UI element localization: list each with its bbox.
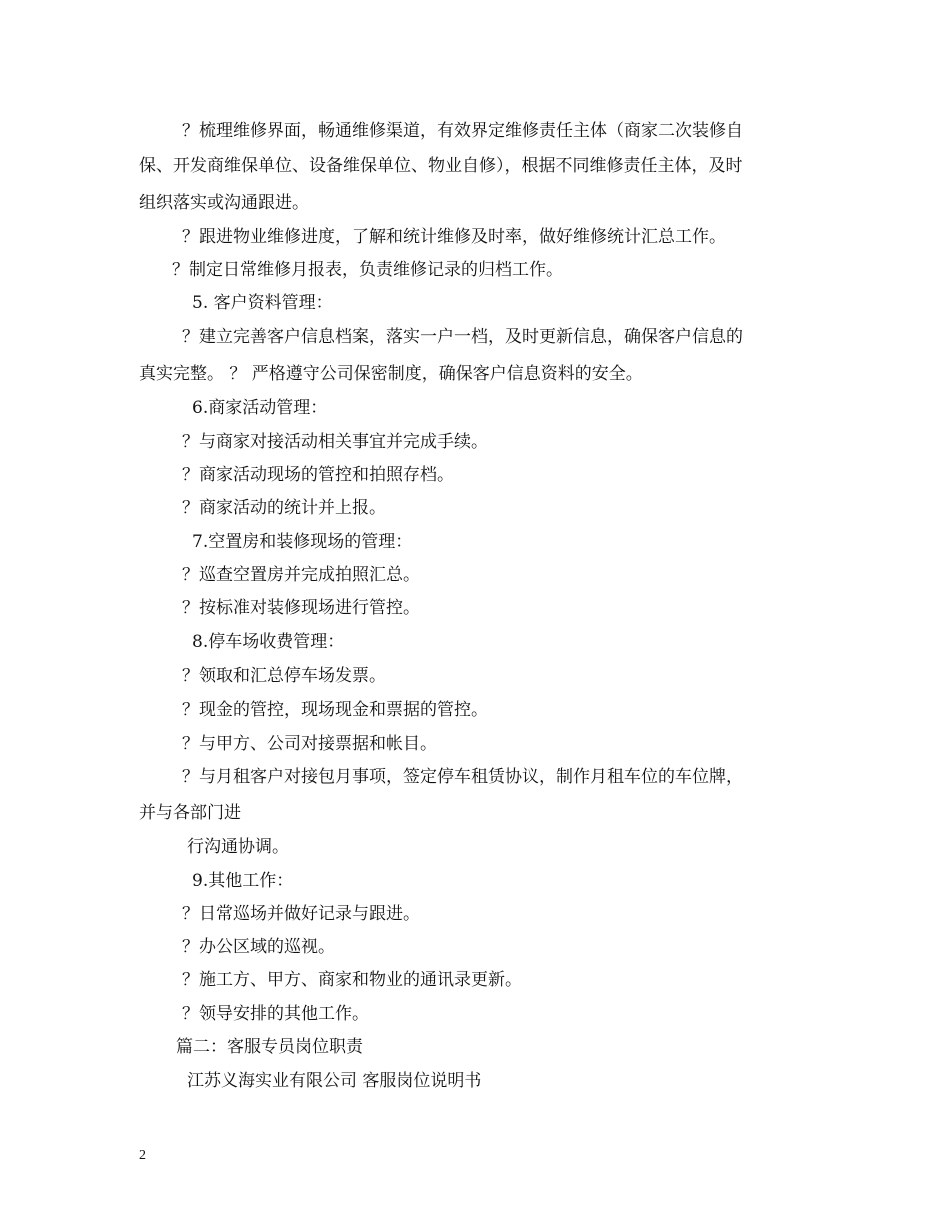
text-line: 江苏义海实业有限公司 客服岗位说明书 [187, 1071, 482, 1091]
section-heading: 5. 客户资料管理： [192, 293, 333, 313]
section-heading: 8.停车场收费管理： [192, 632, 345, 652]
section-heading: 6.商家活动管理： [192, 398, 328, 418]
text-line: 并与各部门进 [139, 803, 241, 823]
text-line: 组织落实或沟通跟进。 [139, 193, 309, 213]
text-line: ？按标准对装修现场进行管控。 [182, 598, 420, 618]
text-line: ？施工方、甲方、商家和物业的通讯录更新。 [182, 970, 522, 990]
text-line: 行沟通协调。 [187, 837, 289, 857]
text-line: 保、开发商维保单位、设备维保单位、物业自修），根据不同维修责任主体，及时 [139, 156, 743, 176]
text-line: ？领导安排的其他工作。 [182, 1004, 369, 1024]
text-line: ？与月租客户对接包月事项，签定停车租赁协议，制作月租车位的车位牌， [182, 767, 743, 787]
text-line: ？与商家对接活动相关事宜并完成手续。 [182, 432, 488, 452]
text-line: ？日常巡场并做好记录与跟进。 [182, 904, 420, 924]
section-heading: 9.其他工作： [192, 871, 294, 891]
text-line: ？商家活动现场的管控和拍照存档。 [182, 465, 454, 485]
chapter-heading: 篇二：客服专员岗位职责 [176, 1037, 363, 1057]
text-line: 真实完整。 ？ 严格遵守公司保密制度，确保客户信息资料的安全。 [139, 364, 643, 384]
text-line: ？巡查空置房并完成拍照汇总。 [182, 565, 420, 585]
text-line: ？领取和汇总停车场发票。 [182, 666, 386, 686]
page-number: 2 [139, 1148, 146, 1163]
text-line: ？梳理维修界面，畅通维修渠道，有效界定维修责任主体（商家二次装修自 [182, 121, 743, 141]
text-line: ？制定日常维修月报表，负责维修记录的归档工作。 [172, 260, 563, 280]
text-line: ？建立完善客户信息档案，落实一户一档，及时更新信息，确保客户信息的 [182, 327, 743, 347]
text-line: ？现金的管控，现场现金和票据的管控。 [182, 700, 488, 720]
text-line: ？办公区域的巡视。 [182, 937, 335, 957]
text-line: ？跟进物业维修进度，了解和统计维修及时率，做好维修统计汇总工作。 [182, 227, 726, 247]
text-line: ？与甲方、公司对接票据和帐目。 [182, 734, 437, 754]
section-heading: 7.空置房和装修现场的管理： [192, 532, 413, 552]
text-line: ？商家活动的统计并上报。 [182, 498, 386, 518]
